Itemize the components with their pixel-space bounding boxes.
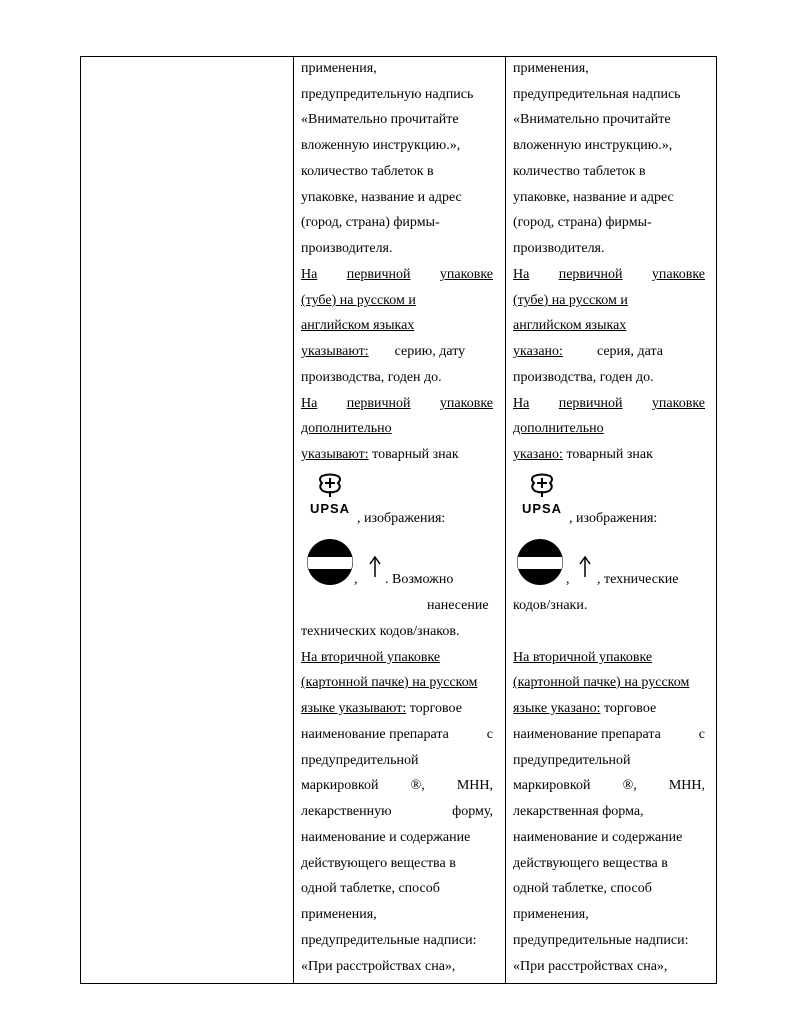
- text-line: . Возможно: [385, 572, 454, 587]
- upsa-logo: [305, 473, 355, 519]
- text-line: (город, страна) фирмы-: [513, 215, 652, 230]
- text-line: наименование препарата с: [301, 727, 493, 742]
- text-line: наименование и содержание: [513, 830, 683, 845]
- primary-pack-heading: На первичной упаковке: [513, 267, 705, 282]
- text-line: , изображения:: [569, 511, 658, 526]
- text-line: кодов/знаки.: [513, 598, 588, 613]
- text-line: предупредительной: [301, 753, 419, 768]
- text-line: языке указывают: торговое: [301, 701, 462, 716]
- text-line: дополнительно: [513, 421, 604, 436]
- text-line: языке указано: торговое: [513, 701, 657, 716]
- text-line: указывают: товарный знак: [301, 447, 459, 462]
- text-line: нанесение: [427, 598, 489, 613]
- column-divider-2: [505, 57, 506, 983]
- text-line: одной таблетке, способ: [513, 881, 652, 896]
- text-line: вложенную инструкцию.»,: [301, 138, 461, 153]
- text-line: предупредительные надписи:: [513, 933, 689, 948]
- text-line: английском языках: [301, 318, 415, 333]
- text-line: предупредительные надписи:: [301, 933, 477, 948]
- svg-text:UPSA: UPSA: [309, 501, 351, 516]
- text-line: производителя.: [513, 241, 605, 256]
- text-line: предупредительную надпись: [301, 87, 474, 102]
- text-line: количество таблеток в: [301, 164, 434, 179]
- text-line: вложенную инструкцию.»,: [513, 138, 673, 153]
- text-line: производства, годен до.: [513, 370, 654, 385]
- cell-proposed-text: [513, 57, 706, 983]
- text-line: упаковке, название и адрес: [513, 190, 674, 205]
- text-line: лекарственную форму,: [301, 804, 493, 819]
- text-line: технических кодов/знаков.: [301, 624, 460, 639]
- text-line: указывают: серию, дату: [301, 344, 466, 359]
- text-line: лекарственная форма,: [513, 804, 644, 819]
- svg-text:UPSA: UPSA: [521, 501, 563, 516]
- upsa-logo: [517, 473, 567, 519]
- column-divider-1: [293, 57, 294, 983]
- text-line: действующего вещества в: [301, 856, 456, 871]
- text-line: ,: [354, 572, 358, 587]
- up-arrow-icon: [369, 555, 381, 584]
- text-line: маркировкой ®, МНН,: [513, 778, 705, 793]
- text-line: дополнительно: [301, 421, 392, 436]
- primary-pack-heading: На первичной упаковке: [301, 267, 493, 282]
- cell-current-text: [301, 57, 494, 983]
- text-line: (город, страна) фирмы-: [301, 215, 440, 230]
- text-line: «Внимательно прочитайте: [301, 112, 459, 127]
- no-stack-circle-icon: [305, 537, 355, 592]
- text-line: применения,: [301, 907, 377, 922]
- text-line: применения,: [513, 61, 589, 76]
- text-line: количество таблеток в: [513, 164, 646, 179]
- text-line: маркировкой ®, МНН,: [301, 778, 493, 793]
- text-line: применения,: [513, 907, 589, 922]
- text-line: ,: [566, 572, 570, 587]
- text-line: наименование и содержание: [301, 830, 471, 845]
- additional-heading: На первичной упаковке: [513, 396, 705, 411]
- additional-heading: На первичной упаковке: [301, 396, 493, 411]
- text-line: , технические: [597, 572, 679, 587]
- text-line: производства, годен до.: [301, 370, 442, 385]
- secondary-pack-heading: На вторичной упаковке: [301, 650, 441, 665]
- text-line: (тубе) на русском и: [513, 293, 628, 308]
- text-line: производителя.: [301, 241, 393, 256]
- text-line: действующего вещества в: [513, 856, 668, 871]
- text-line: наименование препарата с: [513, 727, 705, 742]
- text-line: (картонной пачке) на русском: [301, 675, 478, 690]
- text-line: (картонной пачке) на русском: [513, 675, 690, 690]
- text-line: «Внимательно прочитайте: [513, 112, 671, 127]
- text-line: предупредительная надпись: [513, 87, 681, 102]
- text-line: применения,: [301, 61, 377, 76]
- text-line: указано: товарный знак: [513, 447, 653, 462]
- secondary-pack-heading: На вторичной упаковке: [513, 650, 653, 665]
- text-line: одной таблетке, способ: [301, 881, 440, 896]
- text-line: «При расстройствах сна»,: [513, 959, 668, 974]
- text-line: указано: серия, дата: [513, 344, 663, 359]
- up-arrow-icon: [579, 555, 591, 584]
- text-line: английском языках: [513, 318, 627, 333]
- no-stack-circle-icon: [515, 537, 565, 592]
- text-line: (тубе) на русском и: [301, 293, 416, 308]
- document-table: [80, 56, 717, 984]
- text-line: предупредительной: [513, 753, 631, 768]
- text-line: «При расстройствах сна»,: [301, 959, 456, 974]
- text-line: упаковке, название и адрес: [301, 190, 462, 205]
- text-line: , изображения:: [357, 511, 446, 526]
